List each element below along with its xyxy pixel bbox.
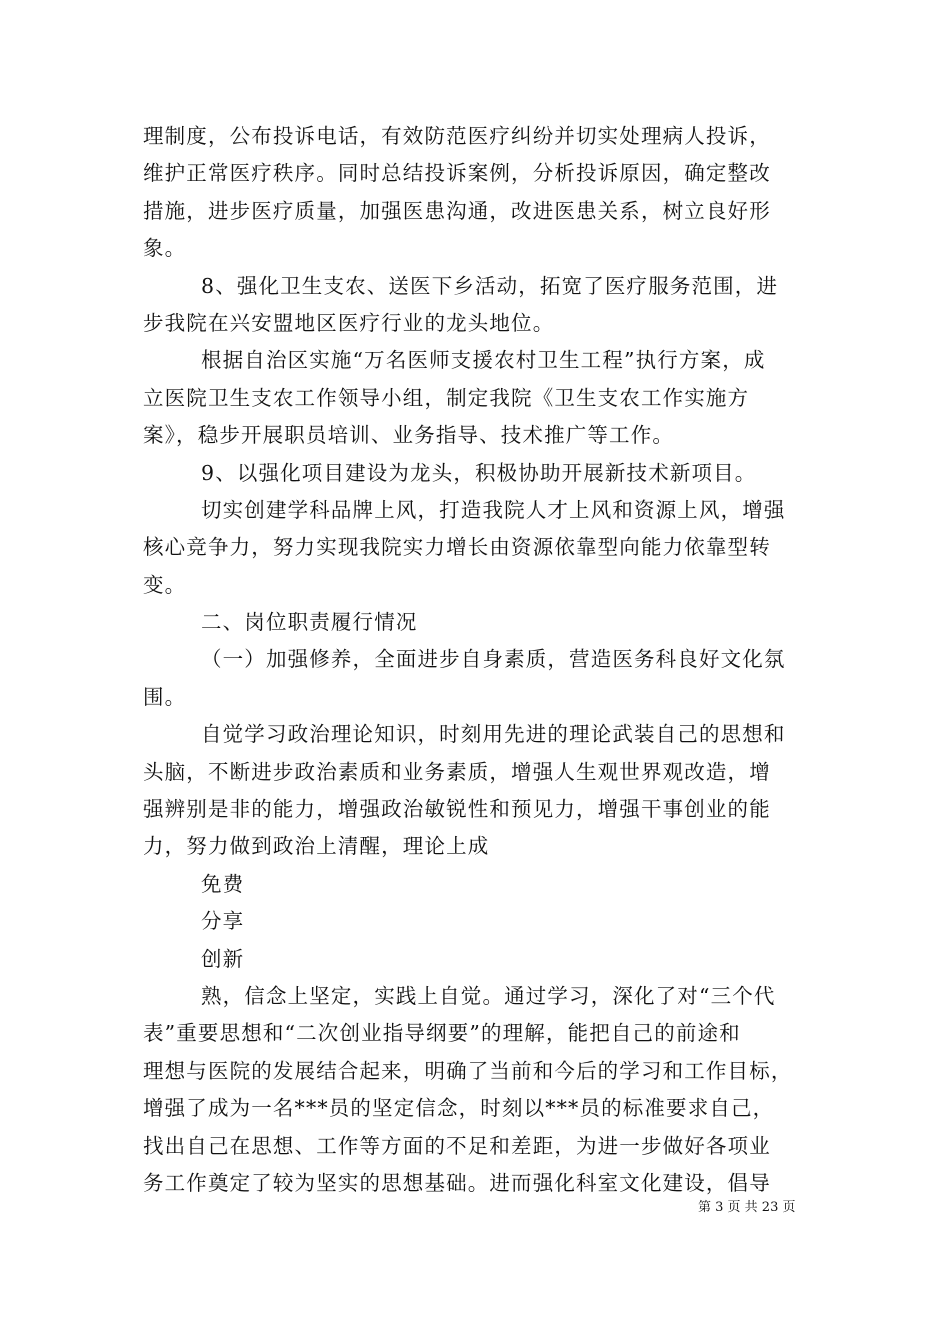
- body-text-line: 围。: [143, 684, 187, 709]
- body-text-line: 变。: [143, 572, 187, 597]
- body-text-line: 强辨别是非的能力，增强政治敏锐性和预见力，增强干事创业的能: [143, 797, 771, 822]
- body-text-line: 象。: [143, 236, 187, 261]
- body-text-line: 理想与医院的发展结合起来，明确了当前和今后的学习和工作目标，: [143, 1058, 793, 1083]
- body-text-line: 表”重要思想和“二次创业指导纲要”的理解，能把自己的前途和: [143, 1021, 741, 1046]
- paragraph-start: 切实创建学科品牌上风，打造我院人才上风和资源上风，增强: [201, 497, 786, 522]
- inserted-word-share: 分享: [201, 909, 245, 934]
- body-text-line: 措施，进步医疗质量，加强医患沟通，改进医患关系，树立良好形: [143, 198, 771, 223]
- paragraph-continuation: 熟，信念上坚定，实践上自觉。通过学习，深化了对“三个代: [201, 983, 776, 1008]
- body-text-line: 力，努力做到政治上清醒，理论上成: [143, 834, 490, 859]
- body-text-line: 核心竞争力，努力实现我院实力增长由资源依靠型向能力依靠型转: [143, 535, 771, 560]
- body-text-line: 找出自己在思想、工作等方面的不足和差距，为进一步做好各项业: [143, 1133, 771, 1158]
- numbered-item-8: 8、强化卫生支农、送医下乡活动，拓宽了医疗服务范围，进: [201, 273, 779, 298]
- body-text-line: 步我院在兴安盟地区医疗行业的龙头地位。: [143, 310, 555, 335]
- body-text-line: 维护正常医疗秩序。同时总结投诉案例，分析投诉原因，确定整改: [143, 161, 771, 186]
- document-body: [143, 118, 808, 1202]
- subsection-heading: （一）加强修养，全面进步自身素质，营造医务科良好文化氛: [201, 647, 786, 672]
- page-number-footer: 第 3 页 共 23 页: [698, 1200, 796, 1215]
- paragraph-start: 自觉学习政治理论知识，时刻用先进的理论武装自己的思想和: [201, 722, 786, 747]
- inserted-word-free: 免费: [201, 871, 245, 896]
- paragraph-start: 根据自治区实施“万名医师支援农村卫生工程”执行方案，成: [201, 348, 766, 373]
- inserted-word-innovation: 创新: [201, 946, 245, 971]
- body-text-line: 立医院卫生支农工作领导小组，制定我院《卫生支农工作实施方: [143, 385, 750, 410]
- numbered-item-9: 9、以强化项目建设为龙头，积极协助开展新技术新项目。: [201, 460, 757, 485]
- body-text-line: 头脑，不断进步政治素质和业务素质，增强人生观世界观改造，增: [143, 759, 771, 784]
- body-text-line: 理制度，公布投诉电话，有效防范医疗纠纷并切实处理病人投诉，: [143, 124, 771, 148]
- body-text-line: 务工作奠定了较为坚实的思想基础。进而强化科室文化建设，倡导: [143, 1170, 771, 1195]
- body-text-line: 案》，稳步开展职员培训、业务指导、技术推广等工作。: [143, 423, 674, 448]
- section-heading: 二、岗位职责履行情况: [201, 610, 418, 635]
- body-text-line: 增强了成为一名***员的坚定信念，时刻以***员的标准要求自己，: [143, 1096, 775, 1121]
